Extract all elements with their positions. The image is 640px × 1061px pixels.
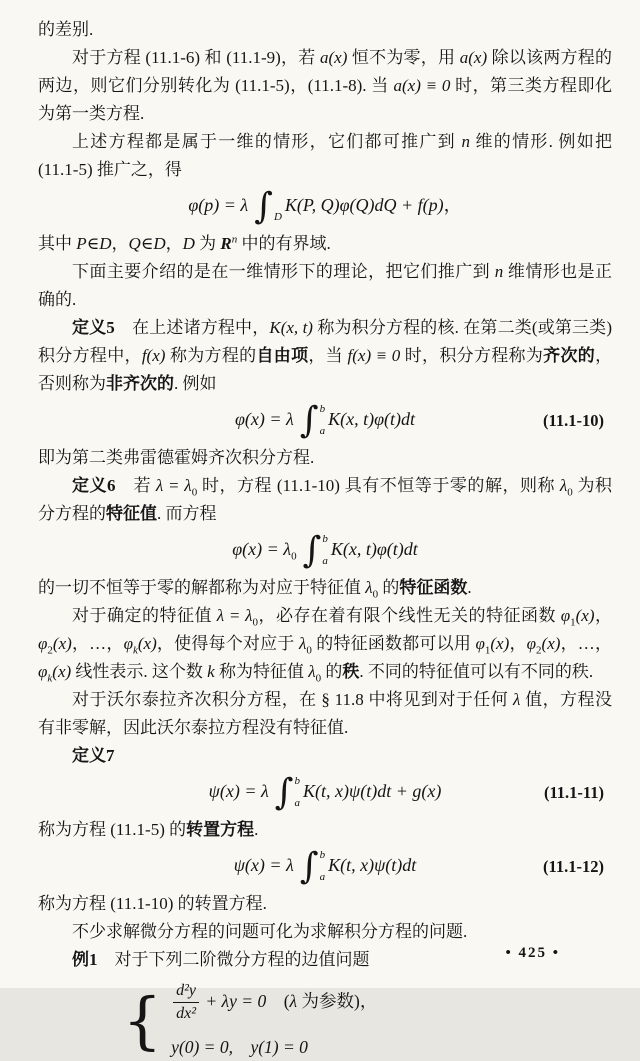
integral-sign	[275, 772, 300, 814]
text-run: ，	[594, 606, 613, 625]
text-run: 为参数)，	[297, 990, 378, 1011]
integral-glyph: ∫	[299, 400, 319, 441]
integral-glyph: ∫	[254, 186, 273, 227]
text-run: ，	[165, 234, 183, 253]
text-run: 称为方程的	[165, 346, 257, 365]
text-run: K(t, x)ψ(t)dt	[328, 855, 417, 876]
fraction	[173, 982, 199, 1024]
text-run: 的一切不恒等于零的解都称为对应于特征值	[38, 578, 366, 597]
text-run: 0	[191, 486, 198, 499]
text-run: 其中	[38, 234, 77, 253]
text-run: 0	[306, 644, 312, 657]
text-run: φ	[526, 634, 537, 653]
text-run: φ(x) = λ	[234, 409, 294, 430]
text-run: 维的情形. 例如把 (11.1-5) 推广之，得	[38, 132, 613, 179]
integral-upper-limit: b	[319, 849, 326, 861]
text-run: P∈D	[76, 234, 112, 253]
integral-glyph: ∫	[274, 772, 294, 813]
formula-content	[232, 530, 418, 572]
text-run: λ = λ	[216, 606, 253, 625]
text-run: ，必存在着有限个线性无关的特征函数	[257, 606, 561, 625]
paragraph	[38, 314, 612, 398]
text-run: . 例如	[174, 374, 217, 393]
text-run: 定义6	[72, 476, 116, 495]
text-run: φ	[38, 634, 48, 653]
paragraph	[38, 918, 612, 946]
text-run: 对于沃尔泰拉齐次积分方程，在 § 11.8 中将见到对于任何	[72, 690, 513, 709]
left-brace-icon: {	[122, 984, 163, 1058]
text-run: 定义5	[72, 318, 115, 337]
text-run: λ	[365, 578, 373, 597]
text-run: .	[467, 578, 472, 597]
text-run: 定义7	[72, 746, 115, 765]
text-run: K(x, t)φ(t)dt	[328, 409, 416, 430]
equation-number: (11.1-12)	[543, 857, 604, 876]
integral-sign	[303, 530, 328, 572]
text-run: y(0) = 0, y(1) = 0	[171, 1036, 308, 1057]
text-run: K(x, t)φ(t)dt	[330, 539, 418, 560]
text-run: .	[254, 820, 259, 839]
fraction-numerator: d²y	[173, 982, 199, 1003]
text-run: 称为特征值	[214, 662, 309, 681]
text-run: 的特征函数都可以用	[311, 634, 476, 653]
integral-lower-limit: a	[294, 797, 301, 809]
text-run: + λy = 0	[201, 990, 267, 1011]
formula	[38, 771, 612, 815]
formula-content	[209, 772, 442, 814]
text-run: 秩	[342, 662, 360, 681]
text-run: f(x) ≡ 0	[347, 346, 401, 365]
text-run: (x)	[490, 634, 510, 653]
text-run: 转置方程	[186, 820, 255, 839]
text-run: φ(p) = λ	[188, 195, 249, 216]
text-run: 维情形也是正确的.	[38, 262, 613, 309]
text-run: 特征值	[106, 504, 157, 523]
integral-sign	[300, 400, 325, 442]
paragraph	[38, 16, 612, 44]
formula-content	[234, 846, 417, 888]
text-run: ，…，	[560, 634, 613, 653]
text-run: λ	[513, 690, 521, 709]
text-run: ψ(x) = λ	[233, 855, 294, 876]
text-run: 上述方程都是属于一维的情形，它们都可推广到	[72, 132, 462, 151]
text-run: (x)	[137, 634, 157, 653]
text-run: ψ(x) = λ	[208, 781, 269, 802]
text-run: φ	[560, 606, 571, 625]
text-run: 0	[291, 550, 297, 563]
paragraph	[38, 444, 612, 472]
text-run: ，否则称为	[38, 346, 613, 393]
text-run: R	[220, 234, 232, 253]
text-run: 的	[321, 662, 343, 681]
integral-lower-limit: a	[319, 871, 326, 883]
formula-content	[235, 400, 415, 442]
text-run: φ	[475, 634, 485, 653]
text-run: 对于方程 (11.1-6) 和 (11.1-9)，若	[72, 48, 320, 67]
integral-sign	[300, 846, 325, 888]
integral-limits	[319, 400, 326, 442]
integral-limits	[319, 846, 326, 888]
text-run: ，	[509, 634, 527, 653]
text-run: 非齐次的	[106, 374, 174, 393]
text-run: k	[132, 644, 138, 657]
equation-number: (11.1-10)	[543, 411, 604, 430]
text-run: φ(x) = λ	[232, 539, 292, 560]
paragraph	[38, 890, 612, 918]
text-run: 称为积分方程的核. 在第二类(或第三类)积分方程中，	[38, 318, 612, 365]
paragraph	[38, 742, 612, 770]
paragraph	[38, 472, 612, 528]
integral-upper-limit: b	[322, 533, 328, 545]
integral-lower-limit: a	[319, 425, 326, 437]
integral-glyph: ∫	[299, 846, 319, 887]
text-run: 0	[315, 672, 322, 685]
text-run: 若	[115, 476, 156, 495]
text-run: (x)	[541, 634, 561, 653]
text-run: a(x) ≡ 0	[393, 76, 451, 95]
text-run: (x)	[52, 662, 72, 681]
text-run: λ	[559, 476, 568, 495]
page-number: • 425 •	[505, 945, 560, 961]
text-run: ，	[111, 234, 129, 253]
text-run: 即为第二类弗雷德霍姆齐次积分方程.	[38, 448, 315, 467]
equation-number: (11.1-11)	[543, 783, 604, 802]
text-run: (x)	[52, 634, 72, 653]
text-run: ，使得每个对应于	[156, 634, 299, 653]
text-run: 为积分方程的	[38, 476, 613, 523]
text-run: 时，方程 (11.1-10) 具有不恒等于零的解，则称	[197, 476, 560, 495]
text-run: 在上述诸方程中，	[114, 318, 270, 337]
text-run: 称为方程 (11.1-10) 的转置方程.	[38, 894, 267, 913]
integral-lower-limit: D	[273, 211, 282, 223]
integral-sign	[254, 186, 282, 228]
text-run: ，当	[308, 346, 348, 365]
text-run: 对于下列二阶微分方程的边值问题	[97, 950, 370, 969]
paragraph	[38, 602, 612, 686]
paragraph	[38, 816, 612, 844]
text-run: . 而方程	[157, 504, 217, 523]
text-run: 中的有界域.	[237, 234, 331, 253]
integral-upper-limit: b	[319, 403, 326, 415]
text-run: 不少求解微分方程的问题可化为求解积分方程的问题.	[72, 922, 468, 941]
text-run: 齐次的	[543, 346, 596, 365]
paragraph	[38, 128, 612, 184]
text-run: k	[47, 672, 53, 685]
text-run: k	[207, 662, 215, 681]
text-run: 的差别.	[38, 20, 94, 39]
text-run: a(x)	[459, 48, 488, 67]
text-run: 时，积分方程称为	[400, 346, 544, 365]
formula	[38, 185, 612, 229]
text-run: 自由项	[256, 346, 309, 365]
text-run: 除以该两方程的两边，则它们分别转化为 (11.1-5)，(11.1-8). 当	[38, 48, 613, 95]
text-run: K(t, x)ψ(t)dt + g(x)	[303, 781, 442, 802]
paragraph	[38, 44, 612, 128]
text-run: . 不同的特征值可以有不同的秩.	[359, 662, 594, 681]
text-run: 时，第三类方程即化为第一类方程.	[38, 76, 612, 123]
text-run: λ = λ	[155, 476, 192, 495]
text-run: a(x)	[320, 48, 348, 67]
integral-lower-limit: a	[322, 555, 328, 567]
text-run: ，…，	[71, 634, 124, 653]
fraction-denominator: dx²	[176, 1005, 196, 1023]
text-run: 值，方程没有非零解，因此沃尔泰拉方程没有特征值.	[38, 690, 613, 737]
text-run: φ	[38, 662, 48, 681]
equation-system	[38, 982, 462, 1061]
text-run: φ	[123, 634, 133, 653]
text-run: 为	[194, 234, 221, 253]
text-run: n	[231, 233, 238, 246]
text-run: 下面主要介绍的是在一维情形下的理论，把它们推广到	[72, 262, 495, 281]
text-run: K(P, Q)φ(Q)dQ + f(p)	[284, 195, 444, 216]
text-run: n	[494, 262, 504, 281]
paragraph	[38, 686, 612, 742]
text-run: D	[182, 234, 195, 253]
text-run: 0	[567, 486, 573, 499]
text-run: 2	[536, 644, 542, 657]
paragraph	[38, 574, 612, 602]
text-run: 0	[252, 616, 258, 629]
text-run: 2	[47, 644, 53, 657]
text-run: 0	[372, 588, 379, 601]
text-run: 1	[484, 644, 491, 657]
text-run: 线性表示. 这个数	[71, 662, 208, 681]
text-run: (x)	[575, 606, 595, 625]
text-run: 称为方程 (11.1-5) 的	[38, 820, 187, 839]
text-run: f(x)	[141, 346, 166, 365]
formula	[38, 529, 612, 573]
formula	[38, 845, 612, 889]
text-run: 的	[378, 578, 400, 597]
system-line	[171, 1033, 377, 1061]
integral-upper-limit: b	[294, 775, 301, 787]
text-run: 对于确定的特征值	[72, 606, 217, 625]
text-run: (	[266, 990, 290, 1011]
text-run: K(x, t)	[269, 318, 313, 337]
text-run: λ	[289, 990, 298, 1011]
system-lines	[171, 982, 377, 1061]
integral-glyph: ∫	[302, 530, 322, 571]
text-run: Q∈D	[128, 234, 166, 253]
text-run: λ	[308, 662, 316, 681]
integral-limits	[294, 772, 301, 814]
text-run: 1	[570, 616, 576, 629]
text-run: 特征函数	[399, 578, 468, 597]
text-run: 恒不为零，用	[347, 48, 460, 67]
formula-content	[188, 186, 461, 228]
system-line	[171, 982, 377, 1024]
text-run: ，	[443, 195, 462, 216]
text-run: n	[461, 132, 470, 151]
integral-upper-limit	[274, 190, 282, 200]
paragraph	[38, 258, 612, 314]
integral-limits	[321, 530, 328, 572]
text-run: λ	[298, 634, 307, 653]
paragraph	[38, 230, 612, 258]
integral-limits	[273, 186, 282, 228]
formula	[38, 399, 612, 443]
text-run: 例1	[72, 950, 98, 969]
